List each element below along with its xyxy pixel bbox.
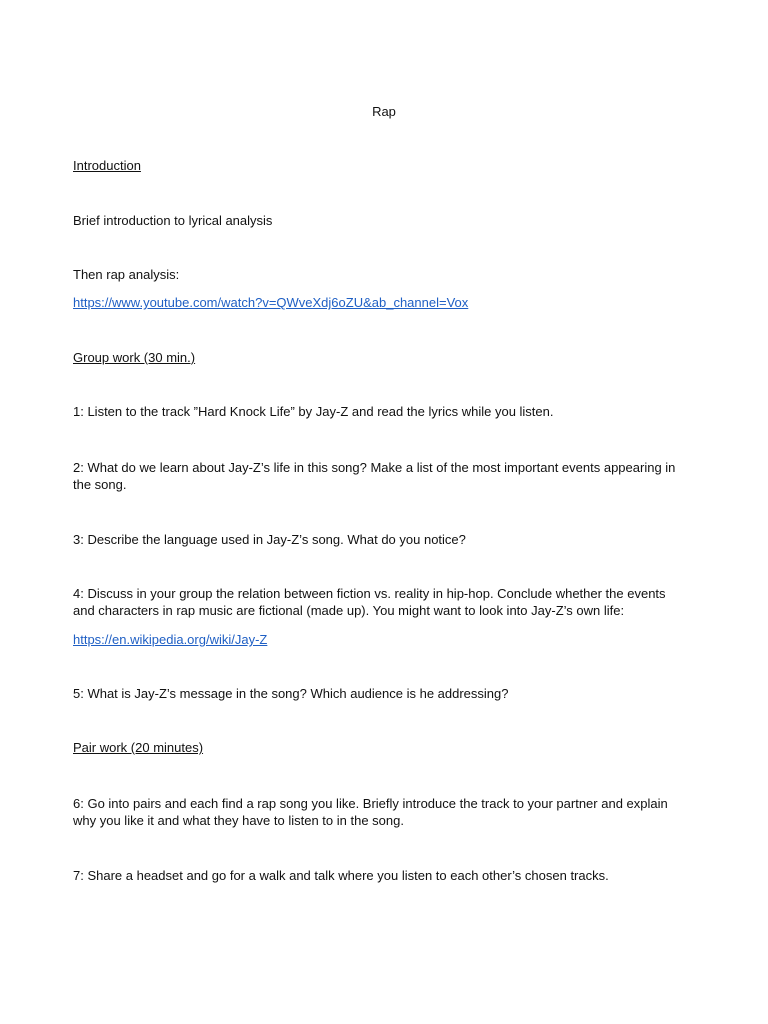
group-work-heading: Group work (30 min.) [73,350,196,365]
document-title: Rap [372,104,396,119]
task-3: 3: Describe the language used in Jay-Z’s song. What do you notice? [73,532,466,547]
task-2: 2: What do we learn about Jay-Z’s life in this song? Make a list of the most important events appearing in the song. [73,460,676,492]
task-6: 6: Go into pairs and each find a rap song you like. Briefly introduce the track to your partner and explain why you like it and what they have to listen to in the song. [73,796,668,828]
introduction-text: Brief introduction to lyrical analysis [73,213,273,228]
task-7: 7: Share a headset and go for a walk and talk where you listen to each other’s chosen tracks. [73,868,609,883]
task-1: 1: Listen to the track ”Hard Knock Life” by Jay-Z and read the lyrics while you listen. [73,404,554,419]
pair-work-heading: Pair work (20 minutes) [73,740,204,755]
task-4: 4: Discuss in your group the relation between fiction vs. reality in hip-hop. Conclude whether the events and characters in rap music are fictional (made up). You might want to look into Jay-Z’s own life: [73,586,666,618]
rap-analysis-label: Then rap analysis: [73,267,180,282]
introduction-heading: Introduction [73,158,141,173]
task-5: 5: What is Jay-Z’s message in the song? Which audience is he addressing? [73,686,509,701]
youtube-link[interactable]: https://www.youtube.com/watch?v=QWveXdj6oZU&ab_channel=Vox [73,295,469,310]
wikipedia-link[interactable]: https://en.wikipedia.org/wiki/Jay-Z [73,632,268,647]
